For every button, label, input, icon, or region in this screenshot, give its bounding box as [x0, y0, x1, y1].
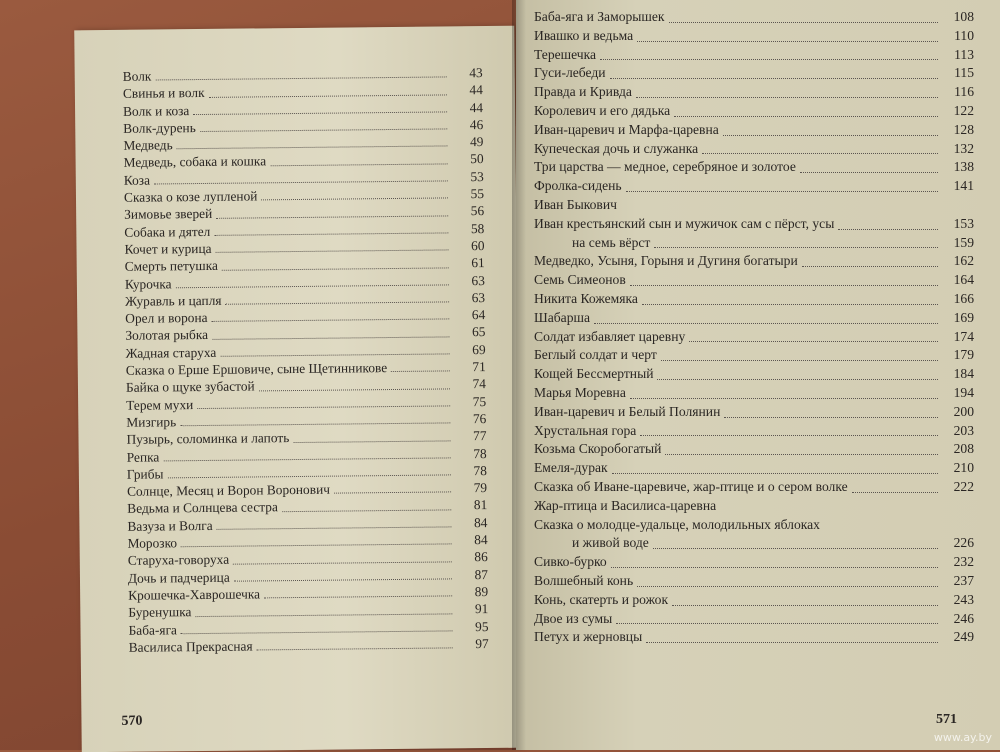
toc-entry-title: Орел и ворона [125, 310, 208, 326]
toc-entry-title: Никита Кожемяка [534, 290, 638, 306]
toc-entry-title: Сказка о козе лупленой [123, 188, 258, 205]
toc-entry-page: 58 [470, 220, 485, 236]
toc-leader-dots [181, 630, 453, 634]
toc-entry-title: Терешечка [534, 46, 597, 62]
toc-entry-page: 53 [470, 168, 484, 184]
toc-entry-title: Собака и дятел [124, 223, 211, 240]
toc-leader-dots [802, 266, 938, 267]
toc-leader-dots [702, 153, 938, 154]
toc-leader-dots [611, 567, 938, 568]
toc-entry-page: 184 [953, 366, 974, 382]
toc-entry [534, 102, 974, 121]
toc-leader-dots [282, 509, 451, 512]
toc-entry-title: Козьма Скоробогатый [534, 441, 662, 457]
right-toc-list [534, 8, 974, 647]
toc-entry-page: 69 [472, 341, 486, 357]
toc-entry [534, 271, 974, 290]
toc-entry-page: 169 [953, 309, 974, 325]
toc-entry-page: 210 [953, 460, 974, 476]
toc-entry-title: Свинья и волк [122, 85, 205, 102]
toc-entry-title: Медведко, Усыня, Горыня и Дугиня богатыри [534, 253, 798, 269]
toc-entry-title: Грибы [126, 466, 164, 482]
toc-entry-page: 71 [472, 359, 486, 375]
toc-entry-title: Смерть петушка [124, 258, 219, 275]
toc-leader-dots [637, 586, 938, 587]
toc-leader-dots [640, 435, 938, 436]
toc-entry-page: 243 [953, 591, 974, 607]
toc-entry-title: Купеческая дочь и служанка [534, 140, 699, 156]
toc-entry-page: 79 [473, 480, 488, 496]
toc-entry-page: 55 [470, 186, 485, 202]
toc-leader-dots [654, 247, 938, 248]
toc-entry-title: Коза [123, 172, 151, 188]
toc-leader-dots [723, 135, 938, 136]
toc-entry-page: 63 [471, 289, 486, 306]
toc-entry-page: 232 [953, 554, 974, 570]
toc-entry-page: 81 [473, 497, 488, 513]
toc-entry-page: 44 [469, 82, 483, 98]
toc-leader-dots [637, 41, 938, 42]
toc-leader-dots [212, 336, 449, 339]
toc-leader-dots [176, 284, 449, 288]
toc-entry-page: 226 [953, 535, 974, 551]
toc-entry-page: 49 [469, 134, 484, 150]
toc-leader-dots [234, 578, 452, 581]
toc-entry [534, 46, 974, 65]
toc-leader-dots [222, 267, 449, 270]
toc-leader-dots [689, 341, 938, 342]
toc-leader-dots [661, 360, 938, 361]
toc-entry-page: 95 [475, 618, 489, 634]
toc-entry-title: Иван Быкович [534, 196, 617, 212]
toc-leader-dots [672, 605, 938, 606]
toc-entry-title: Медведь [123, 137, 173, 154]
toc-entry [534, 384, 974, 403]
toc-entry-title: Двое из сумы [534, 610, 613, 626]
toc-entry [534, 422, 974, 441]
toc-leader-dots [636, 97, 938, 98]
toc-entry-title: Беглый солдат и черт [534, 347, 657, 363]
watermark: www.ay.by [933, 731, 992, 744]
toc-leader-dots [257, 647, 453, 650]
toc-entry-title: Баба-яга [128, 621, 178, 638]
toc-leader-dots [180, 423, 450, 427]
toc-leader-dots [217, 526, 452, 529]
toc-entry-title: Сивко-бурко [534, 554, 607, 570]
toc-entry-page: 164 [953, 272, 974, 288]
toc-entry-page: 43 [469, 65, 483, 81]
toc-entry [534, 440, 974, 459]
toc-entry-page: 63 [471, 272, 485, 288]
toc-leader-dots [653, 548, 938, 549]
toc-entry-page: 115 [954, 65, 974, 81]
toc-leader-dots [334, 492, 451, 494]
toc-entry [534, 346, 974, 365]
toc-entry-title: Иван-царевич и Белый Полянин [534, 403, 721, 419]
left-page-number: 570 [121, 713, 143, 729]
toc-entry-title: Курочка [124, 275, 172, 292]
toc-entry-page: 153 [953, 215, 974, 231]
toc-entry [534, 516, 974, 535]
toc-entry-title: Терем мухи [126, 396, 194, 413]
toc-entry [534, 572, 974, 591]
toc-entry-page: 91 [474, 601, 489, 617]
toc-entry-title: Гуси-лебеди [534, 65, 606, 81]
toc-entry-title: Мизгирь [126, 414, 177, 430]
toc-entry-title: Волк-дурень [123, 119, 196, 136]
toc-entry-page: 65 [471, 324, 486, 340]
toc-leader-dots [610, 78, 938, 79]
toc-entry-title: Золотая рыбка [125, 327, 209, 344]
toc-entry-page: 113 [954, 46, 974, 62]
toc-entry [534, 83, 974, 102]
toc-entry [534, 628, 974, 647]
toc-entry-page: 44 [469, 99, 484, 115]
toc-leader-dots [852, 492, 938, 493]
toc-entry-title: и живой воде [572, 535, 649, 551]
toc-entry-title: Зимовье зверей [124, 206, 213, 223]
toc-entry-page: 174 [953, 328, 974, 344]
toc-entry [534, 534, 974, 553]
toc-entry-title: Баба-яга и Заморышек [534, 9, 665, 24]
toc-entry-title: Дочь и падчерица [127, 569, 230, 586]
toc-entry [534, 64, 974, 83]
toc-entry-page: 162 [953, 253, 974, 269]
toc-entry-title: Семь Симеонов [534, 272, 626, 288]
toc-entry [129, 635, 489, 656]
toc-entry-title: Журавль и цапля [124, 292, 222, 309]
toc-leader-dots [181, 544, 452, 548]
toc-entry [534, 177, 974, 196]
toc-leader-dots [600, 59, 938, 60]
toc-entry-title: Крошечка-Хаврошечка [128, 586, 261, 603]
toc-entry [534, 553, 974, 572]
toc-entry-page: 75 [472, 393, 487, 409]
toc-entry [534, 196, 974, 215]
toc-entry-page: 97 [475, 635, 489, 651]
toc-entry-page: 46 [469, 116, 484, 133]
toc-entry-title: Буренушка [128, 604, 192, 620]
toc-entry-page: 64 [471, 307, 486, 323]
toc-entry-page: 132 [953, 140, 974, 156]
toc-entry [534, 610, 974, 629]
right-page-number: 571 [936, 712, 957, 727]
toc-leader-dots [800, 172, 938, 173]
toc-leader-dots [155, 77, 446, 81]
toc-leader-dots [630, 398, 938, 399]
toc-entry-title: Кощей Бессмертный [534, 366, 654, 382]
toc-leader-dots [220, 353, 449, 356]
toc-entry-page: 84 [473, 514, 488, 530]
toc-entry-page: 246 [953, 610, 974, 626]
book-gutter-shadow [512, 0, 526, 750]
toc-entry-page: 61 [471, 255, 485, 271]
toc-entry-title: Иван-царевич и Марфа-царевна [534, 121, 719, 137]
toc-entry-title: Сказка об Иване-царевиче, жар-птице и о сером волке [534, 478, 848, 494]
toc-entry-title: Сказка о молодце-удальце, молодильных яблоках [534, 516, 820, 532]
toc-entry-page: 60 [471, 238, 485, 254]
toc-entry-page: 110 [954, 27, 974, 43]
toc-entry-page: 179 [953, 347, 974, 363]
toc-leader-dots [657, 379, 938, 380]
toc-entry-title: Емеля-дурак [534, 460, 608, 476]
toc-entry-page: 84 [474, 532, 488, 548]
toc-leader-dots [177, 146, 448, 150]
toc-entry-title: Марья Моревна [534, 384, 626, 400]
toc-entry-title: Ивашко и ведьма [534, 27, 634, 43]
toc-leader-dots [838, 229, 938, 230]
toc-entry-page: 56 [470, 203, 485, 219]
toc-entry [534, 252, 974, 271]
toc-entry-page: 50 [470, 151, 484, 167]
toc-entry-page: 87 [474, 566, 489, 582]
toc-entry [534, 459, 974, 478]
toc-entry-title: Хрустальная гора [534, 422, 637, 438]
toc-entry-title: Старуха-говоруха [127, 552, 230, 569]
toc-entry [534, 328, 974, 347]
toc-entry-title: Жадная старуха [125, 344, 217, 361]
toc-entry [534, 234, 974, 253]
left-page [74, 26, 522, 752]
toc-entry-page: 108 [953, 9, 974, 24]
toc-entry [534, 215, 974, 234]
toc-entry-page: 74 [472, 376, 487, 392]
toc-entry-title: Волшебный конь [534, 572, 634, 588]
toc-leader-dots [214, 232, 448, 235]
toc-entry-page: 222 [953, 478, 974, 494]
toc-entry-title: Солнце, Месяц и Ворон Воронович [126, 481, 331, 499]
toc-entry-page: 237 [953, 572, 974, 588]
toc-entry-page: 249 [953, 629, 974, 645]
toc-entry-page: 159 [953, 234, 974, 250]
toc-entry-title: Петух и жерновцы [534, 629, 643, 645]
toc-entry-page: 76 [472, 410, 487, 427]
toc-leader-dots [226, 302, 450, 305]
toc-leader-dots [293, 440, 450, 443]
toc-entry-title: Фролка-сидень [534, 178, 622, 194]
toc-leader-dots [594, 323, 938, 324]
toc-entry [534, 8, 974, 27]
toc-entry-page: 89 [474, 583, 489, 600]
toc-entry-page: 208 [953, 441, 974, 457]
toc-entry-title: Морозко [127, 535, 178, 551]
toc-leader-dots [212, 319, 450, 322]
toc-entry [534, 140, 974, 159]
toc-entry-title: Сказка о Ерше Ершовиче, сыне Щетинникове [125, 360, 388, 378]
toc-entry-title: Три царства — медное, серебряное и золотое [534, 159, 796, 175]
toc-entry-title: Правда и Кривда [534, 84, 632, 100]
toc-leader-dots [209, 94, 447, 97]
toc-leader-dots [391, 371, 450, 373]
toc-entry [534, 290, 974, 309]
toc-entry-page: 200 [953, 403, 974, 419]
toc-leader-dots [261, 198, 448, 201]
toc-entry-page: 122 [953, 102, 974, 118]
toc-leader-dots [216, 215, 448, 218]
toc-entry-title: Волк и коза [122, 102, 190, 119]
toc-entry-page: 194 [953, 384, 974, 400]
toc-entry-page: 78 [473, 462, 487, 478]
toc-entry-title: Жар-птица и Василиса-царевна [534, 497, 717, 513]
toc-leader-dots [626, 191, 938, 192]
toc-entry-title: Ведьма и Солнцева сестра [127, 499, 278, 517]
toc-entry-page: 141 [953, 178, 974, 194]
toc-leader-dots [167, 475, 450, 479]
toc-entry-page: 86 [474, 549, 488, 565]
toc-leader-dots [259, 388, 450, 391]
toc-entry [534, 403, 974, 422]
toc-entry-title: Байка о щуке зубастой [125, 378, 255, 396]
toc-entry-page: 166 [953, 290, 974, 306]
toc-leader-dots [233, 561, 452, 564]
toc-entry [534, 27, 974, 46]
toc-entry-title: Вазуза и Волга [127, 517, 213, 534]
toc-leader-dots [630, 285, 938, 286]
toc-entry-title: Солдат избавляет царевну [534, 328, 686, 344]
toc-entry-page: 138 [953, 159, 974, 175]
toc-leader-dots [724, 417, 938, 418]
toc-entry [534, 158, 974, 177]
toc-entry-title: Медведь, собака и кошка [123, 153, 267, 171]
toc-entry-title: на семь вёрст [572, 234, 651, 250]
toc-leader-dots [154, 180, 448, 184]
toc-entry-title: Иван крестьянский сын и мужичок сам с пёрст, усы [534, 215, 835, 231]
toc-entry-title: Репка [126, 448, 160, 465]
toc-leader-dots [270, 163, 447, 166]
toc-entry-page: 203 [953, 422, 974, 438]
toc-entry [534, 309, 974, 328]
toc-entry-page: 116 [954, 84, 974, 100]
toc-leader-dots [193, 111, 447, 115]
toc-leader-dots [669, 22, 938, 23]
toc-leader-dots [646, 642, 938, 643]
toc-leader-dots [195, 613, 452, 617]
right-page [516, 0, 1000, 750]
toc-leader-dots [163, 457, 450, 461]
toc-leader-dots [264, 596, 452, 599]
toc-entry-title: Волк [122, 68, 152, 84]
toc-leader-dots [642, 304, 938, 305]
toc-leader-dots [674, 116, 938, 117]
toc-entry-title: Королевич и его дядька [534, 102, 671, 118]
toc-leader-dots [616, 623, 938, 624]
toc-entry-page: 78 [473, 445, 487, 461]
toc-entry [534, 365, 974, 384]
toc-entry-page: 128 [953, 121, 974, 137]
toc-entry-title: Шабарша [534, 309, 590, 325]
toc-entry-title: Пузырь, соломинка и лапоть [126, 430, 290, 448]
toc-entry-title: Конь, скатерть и рожок [534, 591, 669, 607]
toc-leader-dots [197, 405, 450, 409]
toc-entry [534, 478, 974, 497]
toc-leader-dots [665, 454, 938, 455]
toc-entry-title: Кочет и курица [124, 240, 212, 257]
toc-entry-title: Василиса Прекрасная [128, 638, 253, 655]
toc-entry [534, 497, 974, 516]
toc-leader-dots [200, 129, 447, 133]
toc-entry-page: 77 [473, 428, 487, 444]
toc-entry [534, 591, 974, 610]
toc-entry [534, 121, 974, 140]
left-toc-list [123, 64, 489, 656]
toc-leader-dots [216, 250, 449, 253]
toc-leader-dots [612, 473, 938, 474]
